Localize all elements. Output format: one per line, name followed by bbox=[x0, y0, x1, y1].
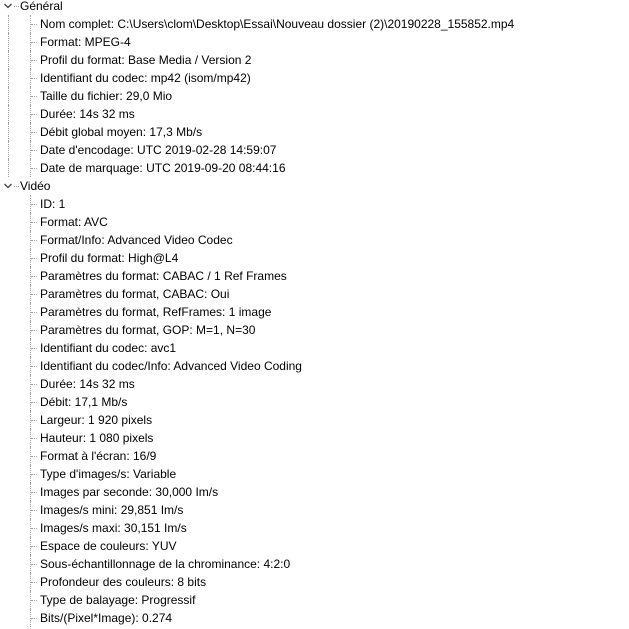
tree-leaf-item[interactable] bbox=[0, 15, 629, 33]
tree-leaf-label: Date d'encodage: UTC 2019-02-28 14:59:07 bbox=[40, 143, 277, 157]
tree-leaf-item[interactable] bbox=[0, 285, 629, 303]
tree-leaf-item[interactable] bbox=[0, 321, 629, 339]
tree-node-label-general: Général bbox=[20, 0, 63, 13]
video-items bbox=[0, 195, 629, 627]
tree-leaf-item[interactable] bbox=[0, 213, 629, 231]
tree-leaf-item[interactable] bbox=[0, 537, 629, 555]
tree-leaf-label: Taille du fichier: 29,0 Mio bbox=[40, 89, 173, 103]
tree-leaf-label: Paramètres du format, GOP: M=1, N=30 bbox=[40, 323, 256, 337]
tree-leaf-item[interactable] bbox=[0, 429, 629, 447]
tree-leaf-label: Débit: 17,1 Mb/s bbox=[40, 395, 128, 409]
tree-leaf-item[interactable] bbox=[0, 105, 629, 123]
tree-leaf-item[interactable] bbox=[0, 123, 629, 141]
tree-leaf-item[interactable] bbox=[0, 249, 629, 267]
tree-leaf-label: Paramètres du format, CABAC: Oui bbox=[40, 287, 230, 301]
tree-leaf-label: Date de marquage: UTC 2019-09-20 08:44:16 bbox=[40, 161, 286, 175]
tree-leaf-label: Format: MPEG-4 bbox=[40, 35, 131, 49]
tree-leaf-label: Profondeur des couleurs: 8 bits bbox=[40, 575, 207, 589]
chevron-down-icon[interactable] bbox=[3, 1, 13, 11]
tree-leaf-item[interactable] bbox=[0, 357, 629, 375]
tree-leaf-label: Durée: 14s 32 ms bbox=[40, 377, 135, 391]
tree-leaf-item[interactable] bbox=[0, 195, 629, 213]
tree-leaf-label: Type d'images/s: Variable bbox=[40, 467, 177, 481]
general-items bbox=[0, 15, 629, 177]
tree-leaf-item[interactable] bbox=[0, 573, 629, 591]
tree-node-label-video: Vidéo bbox=[20, 179, 51, 193]
tree-leaf-label: Bits/(Pixel*Image): 0.274 bbox=[40, 611, 173, 625]
tree-leaf-item[interactable] bbox=[0, 87, 629, 105]
tree-leaf-label: Paramètres du format, RefFrames: 1 image bbox=[40, 305, 272, 319]
tree-leaf-label: Profil du format: High@L4 bbox=[40, 251, 179, 265]
tree-leaf-item[interactable] bbox=[0, 303, 629, 321]
tree-leaf-label: Identifiant du codec: mp42 (isom/mp42) bbox=[40, 71, 251, 85]
tree-leaf-label: Format à l'écran: 16/9 bbox=[40, 449, 157, 463]
tree-leaf-label: Identifiant du codec: avc1 bbox=[40, 341, 177, 355]
tree-leaf-label: Format: AVC bbox=[40, 215, 108, 229]
tree-leaf-label: Hauteur: 1 080 pixels bbox=[40, 431, 154, 445]
tree-leaf-item[interactable] bbox=[0, 465, 629, 483]
tree-leaf-item[interactable] bbox=[0, 141, 629, 159]
tree-leaf-label: Débit global moyen: 17,3 Mb/s bbox=[40, 125, 203, 139]
tree-node-video[interactable] bbox=[0, 177, 629, 195]
tree-leaf-label: Largeur: 1 920 pixels bbox=[40, 413, 153, 427]
tree-leaf-label: Images/s mini: 29,851 Im/s bbox=[40, 503, 184, 517]
tree-leaf-item[interactable] bbox=[0, 231, 629, 249]
tree-leaf-item[interactable] bbox=[0, 69, 629, 87]
tree-leaf-label: Profil du format: Base Media / Version 2 bbox=[40, 53, 252, 67]
tree-leaf-item[interactable] bbox=[0, 51, 629, 69]
tree-leaf-label: Durée: 14s 32 ms bbox=[40, 107, 135, 121]
tree-leaf-label: Type de balayage: Progressif bbox=[40, 593, 196, 607]
tree-leaf-item[interactable] bbox=[0, 555, 629, 573]
tree-leaf-label: Espace de couleurs: YUV bbox=[40, 539, 177, 553]
chevron-down-icon[interactable] bbox=[3, 181, 13, 191]
tree-leaf-item[interactable] bbox=[0, 339, 629, 357]
tree-leaf-label: Images/s maxi: 30,151 Im/s bbox=[40, 521, 187, 535]
tree-leaf-item[interactable] bbox=[0, 483, 629, 501]
tree-leaf-label: Sous-échantillonnage de la chrominance: 4:2:0 bbox=[40, 557, 291, 571]
tree-leaf-label: Images par seconde: 30,000 Im/s bbox=[40, 485, 219, 499]
tree-node-general[interactable] bbox=[0, 0, 629, 15]
tree-leaf-label: Paramètres du format: CABAC / 1 Ref Frames bbox=[40, 269, 287, 283]
tree-leaf-item[interactable] bbox=[0, 447, 629, 465]
tree-leaf-item[interactable] bbox=[0, 267, 629, 285]
tree-leaf-label: Format/Info: Advanced Video Codec bbox=[40, 233, 233, 247]
tree-leaf-item[interactable] bbox=[0, 609, 629, 627]
tree-leaf-item[interactable] bbox=[0, 375, 629, 393]
tree-leaf-item[interactable] bbox=[0, 159, 629, 177]
tree-leaf-item[interactable] bbox=[0, 393, 629, 411]
tree-leaf-item[interactable] bbox=[0, 33, 629, 51]
tree-leaf-item[interactable] bbox=[0, 519, 629, 537]
tree-leaf-item[interactable] bbox=[0, 411, 629, 429]
tree-leaf-label: Identifiant du codec/Info: Advanced Video Coding bbox=[40, 359, 302, 373]
tree-leaf-label: ID: 1 bbox=[40, 197, 66, 211]
tree-leaf-item[interactable] bbox=[0, 591, 629, 609]
tree-leaf-label: Nom complet: C:\Users\clom\Desktop\Essai\Nouveau dossier (2)\20190228_155852.mp4 bbox=[40, 17, 515, 31]
tree-leaf-item[interactable] bbox=[0, 501, 629, 519]
